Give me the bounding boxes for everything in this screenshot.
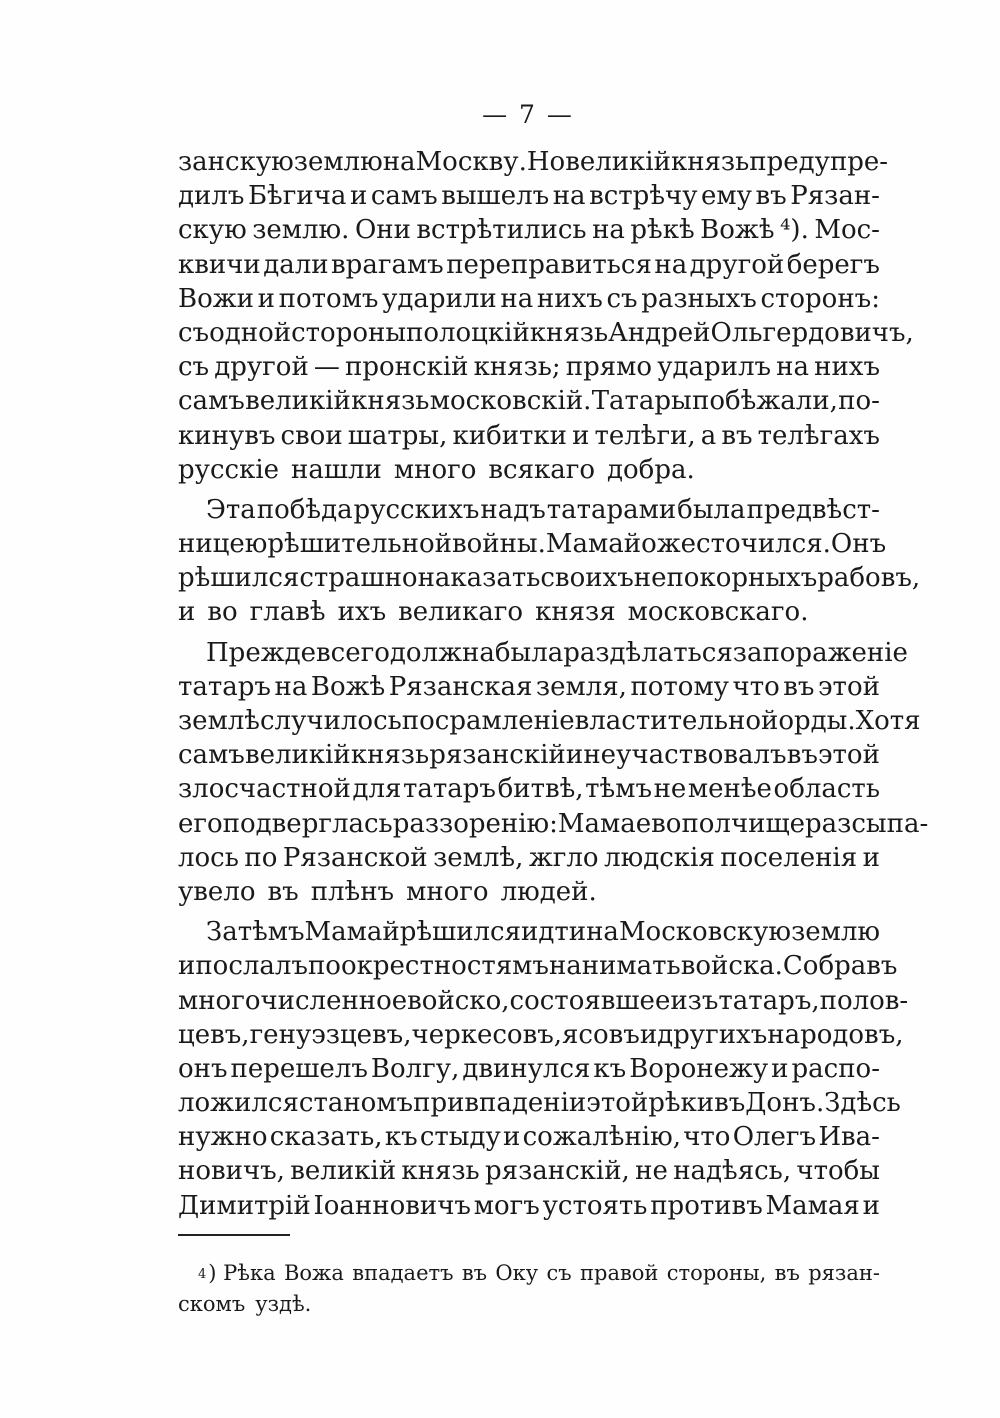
word: великій xyxy=(245,386,351,417)
word: Мамай xyxy=(545,529,642,560)
word: другихъ xyxy=(657,1019,768,1050)
word: этой xyxy=(818,671,880,702)
footnote-word xyxy=(178,1289,245,1320)
word: должна xyxy=(389,637,495,668)
word: Донъ. xyxy=(745,1088,825,1119)
word: великій xyxy=(565,147,671,177)
footnote-word xyxy=(495,1258,538,1289)
word: на xyxy=(552,181,586,212)
word: Рязан- xyxy=(790,181,880,212)
word: Олегъ xyxy=(732,1122,817,1153)
word: нихъ xyxy=(536,283,603,314)
word: князь xyxy=(350,740,430,771)
word: потому xyxy=(630,671,729,702)
word: къ xyxy=(593,1053,627,1084)
text-line xyxy=(178,915,880,949)
word: и xyxy=(257,283,276,314)
footnote-word-text: стороны, xyxy=(666,1261,767,1285)
word: ударилъ xyxy=(657,352,772,383)
word: занскую xyxy=(178,147,294,177)
word: московскій. xyxy=(429,386,592,417)
word: самъ xyxy=(178,740,245,771)
text-line xyxy=(178,1154,880,1188)
word: самъ xyxy=(370,181,438,212)
word: менѣе xyxy=(687,774,772,805)
word: врагамъ xyxy=(331,249,444,280)
word: Воронежу xyxy=(629,1053,769,1084)
word: свои xyxy=(280,420,343,451)
footnote-line xyxy=(178,1258,880,1289)
word: добра. xyxy=(607,454,695,485)
word: была xyxy=(677,494,746,525)
word: на xyxy=(274,671,308,702)
word: людей. xyxy=(500,876,597,907)
word: своихъ xyxy=(540,563,634,594)
word: поселенія xyxy=(720,842,858,873)
word: стыду xyxy=(419,1122,501,1153)
body-text xyxy=(178,145,929,1223)
footnote-word xyxy=(255,1289,311,1320)
word: страшно xyxy=(299,563,418,594)
word: цевъ, xyxy=(178,1019,250,1050)
footnote-word xyxy=(580,1258,658,1289)
word: и xyxy=(565,740,584,771)
word: князь xyxy=(401,1156,480,1187)
word: въ xyxy=(714,1088,746,1119)
word: Эта xyxy=(206,494,256,525)
word: за xyxy=(732,637,763,668)
word: и xyxy=(178,951,196,982)
word: нанимать xyxy=(548,951,681,982)
word: Рязанской xyxy=(282,842,428,873)
word: властительной xyxy=(574,706,779,736)
word: нихъ xyxy=(814,352,880,383)
text-line xyxy=(178,1052,880,1086)
word: съ xyxy=(606,283,638,314)
word: встрѣтились xyxy=(416,215,587,246)
word: нашли xyxy=(291,454,382,485)
word: московскаго. xyxy=(627,597,809,628)
word: ожесточился. xyxy=(641,529,831,560)
word: посрамленіе xyxy=(401,706,575,736)
word: Ольгердовичъ, xyxy=(710,317,914,348)
word: предупре- xyxy=(749,147,889,177)
word: землю xyxy=(293,147,383,177)
word: надъ xyxy=(480,494,546,525)
word: полчище xyxy=(681,808,806,839)
word: онъ xyxy=(178,1053,228,1084)
word: князя xyxy=(535,597,616,628)
word: на xyxy=(592,215,625,246)
word: въ xyxy=(783,671,815,702)
word: устоять xyxy=(542,1190,648,1221)
word: татаръ xyxy=(403,774,496,805)
word: Бѣгича xyxy=(247,181,347,212)
word: Димитрій xyxy=(178,1190,311,1221)
text-line xyxy=(178,419,880,453)
word: князь xyxy=(529,317,609,348)
word: участвовалъ xyxy=(616,740,787,771)
word: этой xyxy=(586,1088,649,1119)
word: тѣмъ xyxy=(585,774,652,805)
footnote xyxy=(178,1258,880,1320)
footnote-divider xyxy=(178,1234,290,1236)
text-line xyxy=(178,1189,880,1223)
word: черкесовъ, xyxy=(411,1019,563,1050)
word: одной xyxy=(209,317,292,348)
word: по- xyxy=(838,386,880,417)
word: сказать, xyxy=(269,1122,383,1153)
word: сожалѣнію, xyxy=(522,1122,681,1153)
footnote-word-text: въ xyxy=(774,1261,800,1285)
footnote-word xyxy=(775,1258,800,1289)
word: наказать xyxy=(417,563,541,594)
word: состоявшее xyxy=(509,985,671,1016)
text-line xyxy=(178,1086,901,1120)
word: предвѣст- xyxy=(746,494,880,525)
page-number: — 7 — xyxy=(482,100,574,129)
word: и xyxy=(862,1190,880,1221)
word: по xyxy=(244,842,278,873)
word: пораженіе xyxy=(762,637,908,668)
word: и xyxy=(771,1053,789,1084)
footnote-word xyxy=(284,1258,344,1289)
word: рязанскій xyxy=(429,740,566,771)
word: раззоренію: xyxy=(392,808,558,839)
word: народовъ, xyxy=(767,1019,904,1050)
word: людскія xyxy=(604,842,715,873)
word: распо- xyxy=(791,1053,880,1084)
word: къ xyxy=(384,1122,418,1153)
word: великій xyxy=(290,1156,397,1187)
word: Іоанновичъ xyxy=(313,1190,471,1221)
word: Татары xyxy=(591,386,692,417)
text-line xyxy=(178,841,880,875)
word: Вожѣ xyxy=(310,671,386,702)
word: многочисленное xyxy=(178,985,408,1016)
text-line xyxy=(178,738,880,772)
word: дали xyxy=(263,249,329,280)
word: Хотя xyxy=(855,706,921,736)
word: впаденіи xyxy=(464,1088,587,1119)
word: татарами xyxy=(546,494,677,525)
word: орды. xyxy=(778,706,856,736)
word: Онъ xyxy=(830,529,887,560)
word: на xyxy=(500,283,534,314)
word: всякаго xyxy=(488,454,596,485)
word: всего xyxy=(316,637,390,668)
word: князь; xyxy=(473,352,561,383)
footnote-line xyxy=(178,1289,880,1320)
word: была xyxy=(494,637,564,668)
word: случилось xyxy=(260,706,402,736)
footnote-word xyxy=(808,1258,880,1289)
word: великаго xyxy=(398,597,524,628)
text-line xyxy=(178,316,914,350)
word: въ xyxy=(267,876,299,907)
word: много xyxy=(393,454,477,485)
word: на xyxy=(654,249,688,280)
text-line xyxy=(178,670,880,704)
word: ударили xyxy=(382,283,497,314)
word: шатры, xyxy=(347,420,448,451)
word: не xyxy=(583,740,617,771)
word: и xyxy=(572,420,590,451)
word: жгло xyxy=(528,842,599,873)
word: а xyxy=(700,420,717,451)
word: перешелъ xyxy=(230,1053,368,1084)
word: противъ xyxy=(650,1190,763,1221)
word: Московскую xyxy=(618,917,792,948)
word: и xyxy=(178,597,196,628)
word: Вожи xyxy=(178,283,255,314)
footnote-word xyxy=(667,1258,767,1289)
footnote-word-text: впадаетъ xyxy=(352,1261,454,1285)
text-line xyxy=(178,213,880,247)
word: русскіе xyxy=(178,454,280,485)
word: Они xyxy=(354,215,411,246)
word: окрестностямъ xyxy=(340,951,549,982)
word: князь xyxy=(670,147,750,177)
word: станомъ xyxy=(298,1088,414,1119)
word: войны. xyxy=(451,529,546,560)
footnote-word xyxy=(352,1258,453,1289)
word: во xyxy=(207,597,238,628)
word: Но xyxy=(526,147,566,177)
word: раздѣлаться xyxy=(563,637,733,668)
word: надѣясь, xyxy=(673,1156,792,1187)
word: при xyxy=(413,1088,465,1119)
word: и xyxy=(503,1122,521,1153)
text-line xyxy=(178,282,880,316)
word: злосчастной xyxy=(178,774,351,805)
word: Мамаево xyxy=(557,808,682,839)
text-line xyxy=(178,179,880,213)
footnote-word: $^4$) Рѣка xyxy=(198,1261,276,1285)
word: войска. xyxy=(680,951,783,982)
word: по xyxy=(307,951,341,982)
word: кибитки xyxy=(452,420,568,451)
word: для xyxy=(352,774,402,805)
footnote-word-text: съ xyxy=(546,1261,572,1285)
word: рѣкѣ xyxy=(630,215,695,246)
footnote-word-text: Вожа xyxy=(283,1261,344,1285)
word: и xyxy=(349,181,368,212)
word: и xyxy=(862,842,880,873)
word: не xyxy=(635,1156,668,1187)
text-line xyxy=(178,636,908,670)
word: ему xyxy=(701,181,752,212)
word: идти xyxy=(521,917,587,948)
word: Прежде xyxy=(206,637,317,668)
word: разсыпа- xyxy=(805,808,929,839)
word: татаръ, xyxy=(718,985,820,1016)
word: сторонъ: xyxy=(760,283,880,314)
word: берегъ xyxy=(786,249,880,280)
text-line xyxy=(178,875,880,909)
text-line xyxy=(178,949,898,983)
word: Собравъ xyxy=(782,951,898,982)
word: Москву. xyxy=(415,147,527,177)
word: рѣшительной xyxy=(267,529,452,560)
word: плѣнъ xyxy=(310,876,395,907)
footnote-word-text: Оку xyxy=(495,1261,539,1285)
word: скую xyxy=(178,215,247,246)
word: въ xyxy=(755,181,787,212)
word: прямо xyxy=(565,352,653,383)
text-line xyxy=(178,145,889,179)
word: русскихъ xyxy=(353,494,480,525)
text-line xyxy=(178,704,921,738)
text-line xyxy=(178,453,880,487)
word: земля, xyxy=(535,671,627,702)
word: другой xyxy=(214,352,309,383)
word: Мос- xyxy=(814,215,880,246)
word: землю xyxy=(791,917,881,948)
word: рязанскій, xyxy=(485,1156,630,1187)
text-line xyxy=(178,384,880,418)
word: Мамая xyxy=(765,1190,860,1221)
word: самъ xyxy=(178,386,245,417)
word: на xyxy=(586,917,619,948)
word: ⁴). xyxy=(780,215,809,246)
word: новичъ, xyxy=(178,1156,285,1187)
footnote-word-text: рязан- xyxy=(808,1261,880,1285)
word: рабовъ, xyxy=(817,563,921,594)
word: чтобы xyxy=(796,1156,880,1187)
word: генуэзцевъ, xyxy=(249,1019,412,1050)
word: въ xyxy=(786,740,818,771)
word: квичи xyxy=(178,249,261,280)
word: на xyxy=(382,147,416,177)
word: рѣки xyxy=(648,1088,715,1119)
word: переправиться xyxy=(446,249,652,280)
word: рѣшился xyxy=(399,917,522,948)
text-line xyxy=(178,772,880,806)
word: непокорныхъ xyxy=(633,563,818,594)
word: полов- xyxy=(819,985,909,1016)
footnote-mark: 4 xyxy=(198,1267,207,1282)
word: Рязанская xyxy=(388,671,533,702)
word: Затѣмъ xyxy=(206,917,305,948)
word: побѣжали, xyxy=(692,386,838,417)
word: телѣгахъ xyxy=(757,420,880,451)
word: область xyxy=(773,774,880,805)
text-line xyxy=(178,248,880,282)
word: потомъ xyxy=(278,283,379,314)
word: въ xyxy=(721,420,753,451)
word: съ xyxy=(178,352,210,383)
footnote-word-text: въ xyxy=(461,1261,488,1285)
word: ясовъ xyxy=(562,1019,640,1050)
text-line xyxy=(178,527,887,561)
word: не xyxy=(653,774,687,805)
word: вышелъ xyxy=(441,181,550,212)
word: его xyxy=(178,808,223,839)
footnote-word-text: Рѣка xyxy=(223,1261,276,1285)
word: ницею xyxy=(178,529,268,560)
word: нужно xyxy=(178,1122,268,1153)
word: подверглась xyxy=(222,808,393,839)
word: татаръ xyxy=(178,671,271,702)
word: — xyxy=(313,352,340,383)
word: могъ xyxy=(473,1190,540,1221)
footnote-word-text: скомъ xyxy=(178,1292,246,1316)
word: Андрей xyxy=(608,317,711,348)
word: послалъ xyxy=(195,951,308,982)
text-line xyxy=(178,350,880,384)
word: увело xyxy=(178,876,256,907)
word: лось xyxy=(178,842,239,873)
footnote-word-text: правой xyxy=(580,1261,659,1285)
footnote-word xyxy=(462,1258,487,1289)
word: Мамай xyxy=(304,917,400,948)
word: войско, xyxy=(407,985,510,1016)
word: что xyxy=(683,1122,731,1153)
word: встрѣчу xyxy=(589,181,698,212)
word: другой xyxy=(689,249,785,280)
word: Здѣсь xyxy=(824,1088,901,1119)
word: кинувъ xyxy=(178,420,276,451)
word: ложился xyxy=(178,1088,299,1119)
text-line xyxy=(178,984,909,1018)
word: на xyxy=(776,352,809,383)
word: телѣги, xyxy=(594,420,696,451)
word: съ xyxy=(178,317,210,348)
word: землю. xyxy=(252,215,350,246)
word: дилъ xyxy=(178,181,245,212)
word: много xyxy=(406,876,489,907)
word: великій xyxy=(244,740,351,771)
word: разныхъ xyxy=(641,283,757,314)
word: изъ xyxy=(670,985,719,1016)
word: землѣ xyxy=(178,706,260,736)
word: побѣда xyxy=(256,494,353,525)
word: битвѣ, xyxy=(497,774,584,805)
word: главѣ xyxy=(249,597,326,628)
footnote-word xyxy=(547,1258,572,1289)
word: этой xyxy=(817,740,880,771)
word: ихъ xyxy=(337,597,387,628)
word: стороны xyxy=(291,317,407,348)
text-line xyxy=(178,595,880,629)
word: полоцкій xyxy=(406,317,530,348)
word: землѣ, xyxy=(433,842,524,873)
text-line xyxy=(178,1018,904,1052)
word: рѣшился xyxy=(178,563,300,594)
word: что xyxy=(732,671,780,702)
word: Вожѣ xyxy=(700,215,775,246)
word: и xyxy=(639,1019,658,1050)
text-line xyxy=(178,561,921,595)
text-line xyxy=(178,1120,880,1154)
word: Ива- xyxy=(818,1122,880,1153)
word: двинулся xyxy=(462,1053,591,1084)
word: князь xyxy=(351,386,430,417)
text-line xyxy=(178,807,929,841)
word: пронскій xyxy=(345,352,469,383)
footnote-word-text: уздѣ. xyxy=(255,1292,312,1316)
word: Волгу, xyxy=(370,1053,460,1084)
text-line xyxy=(178,493,880,527)
